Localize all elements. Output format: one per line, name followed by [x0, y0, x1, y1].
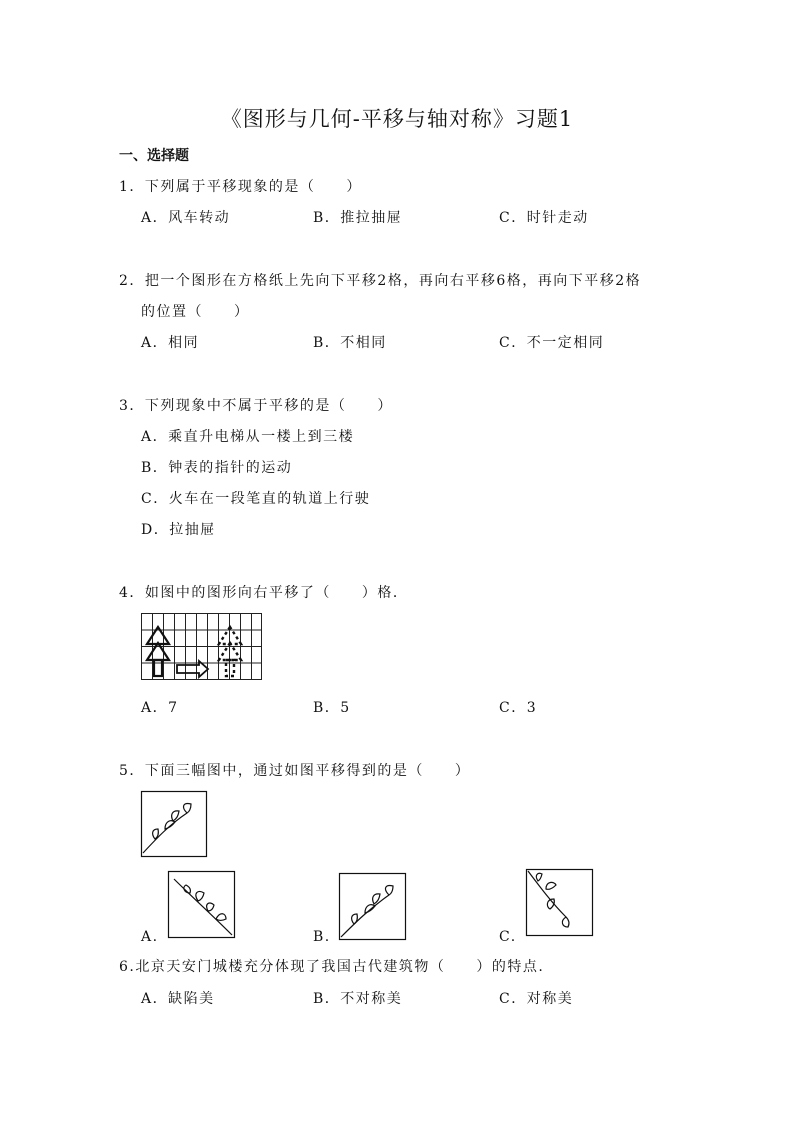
- question-1-option-a: A．风车转动: [141, 210, 231, 226]
- question-3-option-d: D．拉抽屉: [141, 522, 216, 538]
- question-4-option-a: A．7: [141, 700, 179, 716]
- section-heading: 一、选择题: [119, 148, 189, 164]
- tree-shape-original: [147, 627, 169, 676]
- question-3-option-b: B．钟表的指针的运动: [141, 460, 293, 476]
- question-1-text: 1．下列属于平移现象的是（ ）: [119, 179, 362, 195]
- question-6-option-a: A．缺陷美: [141, 991, 215, 1007]
- question-2-text-continued: 的位置（ ）: [141, 304, 250, 320]
- question-6-option-b: B．不对称美: [313, 991, 403, 1007]
- question-5-text: 5．下面三幅图中，通过如图平移得到的是（ ）: [119, 763, 471, 779]
- question-5-option-b: B.: [313, 929, 331, 945]
- page-title: 《图形与几何-平移与轴对称》习题1: [220, 107, 574, 131]
- question-1-option-b: B．推拉抽屉: [313, 210, 403, 226]
- leaf-reference-figure: [141, 791, 207, 857]
- question-4-option-c: C．3: [499, 700, 538, 716]
- question-2-option-c: C．不一定相同: [499, 335, 605, 351]
- question-6-text: 6.北京天安门城楼充分体现了我国古代建筑物（ ）的特点.: [119, 959, 545, 975]
- question-3-text: 3．下列现象中不属于平移的是（ ）: [119, 398, 393, 414]
- question-2-text: 2．把一个图形在方格纸上先向下平移2格，再向右平移6格，再向下平移2格: [119, 273, 642, 289]
- question-5-option-c: C.: [499, 929, 517, 945]
- leaf-option-c-figure: [526, 869, 594, 937]
- leaf-option-b-figure: [339, 873, 407, 941]
- question-4-text: 4．如图中的图形向右平移了（ ）格．: [119, 585, 409, 601]
- question-1-option-c: C．时针走动: [499, 210, 589, 226]
- question-3-option-c: C．火车在一段笔直的轨道上行驶: [141, 491, 371, 507]
- question-5-option-a: A.: [141, 929, 159, 945]
- translation-grid-figure: [141, 613, 265, 683]
- question-2-option-b: B．不相同: [313, 335, 387, 351]
- question-2-option-a: A．相同: [141, 335, 200, 351]
- question-6-option-c: C．对称美: [499, 991, 574, 1007]
- question-4-option-b: B．5: [313, 700, 351, 716]
- leaf-option-a-figure: [168, 871, 236, 939]
- question-3-option-a: A．乘直升电梯从一楼上到三楼: [141, 429, 355, 445]
